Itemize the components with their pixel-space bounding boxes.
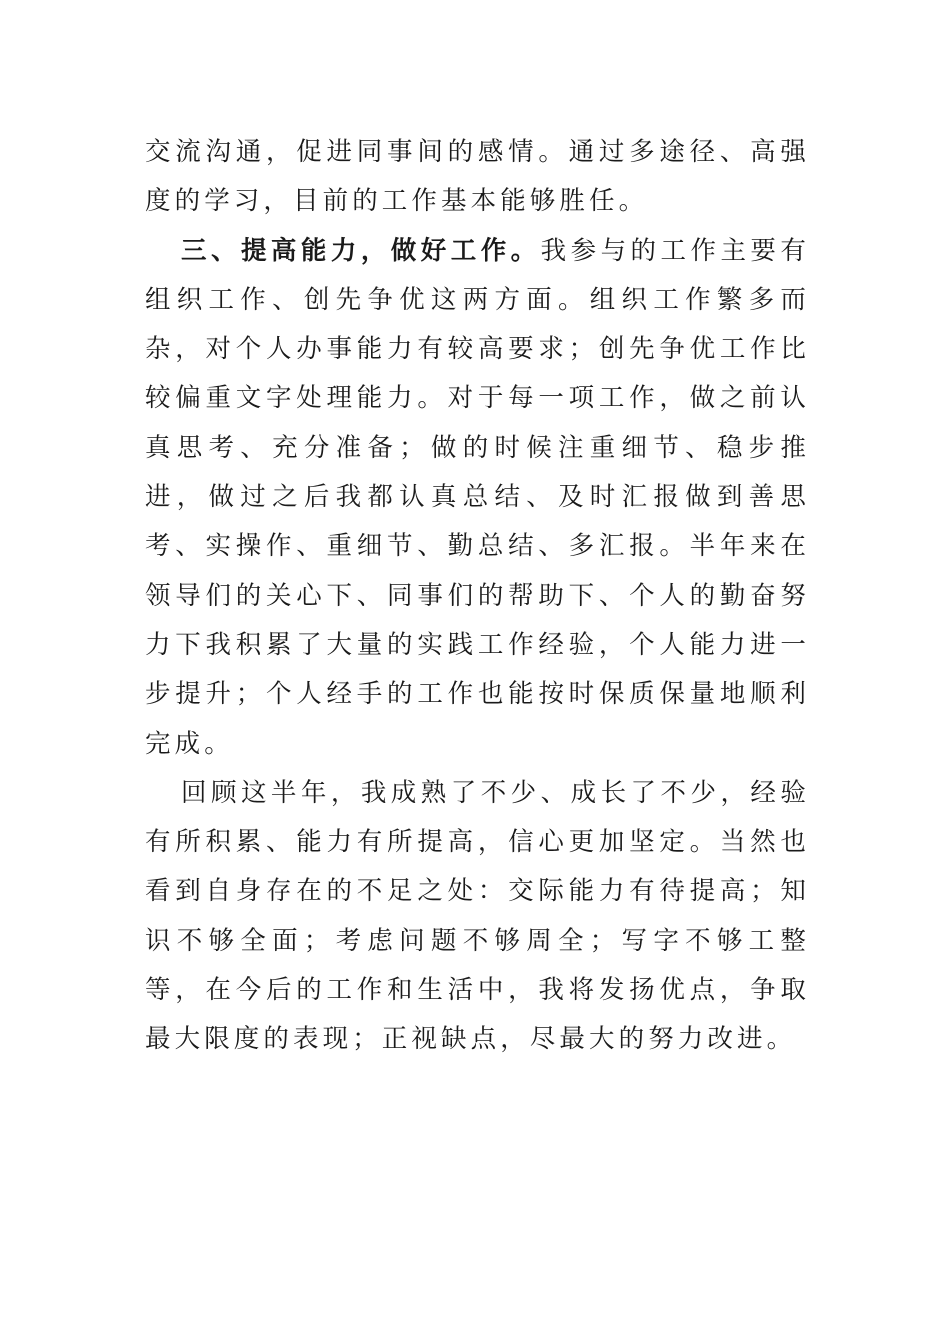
paragraph-text: 我参与的工作主要有组织工作、创先争优这两方面。组织工作繁多而杂，对个人办事能力有较高要求；创先争优工作比较偏重文字处理能力。对于每一项工作，做之前认真思考、充分准备；做的时候注重细节、稳步推进，做过之后我都认真总结、及时汇报做到善思考、实操作、重细节、勤总结、多汇报。半年来在领导们的关心下、同事们的帮助下、个人的勤奋努力下我积累了大量的实践工作经验，个人能力进一步提升；个人经手的工作也能按时保质保量地顺利完成。	[145, 235, 810, 759]
paragraph-review	[145, 769, 810, 1065]
paragraph-section-three	[145, 227, 810, 769]
paragraph-continuation	[145, 128, 810, 227]
document-body	[145, 128, 810, 1065]
section-heading: 三、提高能力，做好工作。	[181, 235, 541, 266]
paragraph-text: 交流沟通，促进同事间的感情。通过多途径、高强度的学习，目前的工作基本能够胜任。	[145, 137, 810, 217]
paragraph-text: 回顾这半年，我成熟了不少、成长了不少，经验有所积累、能力有所提高，信心更加坚定。当然也看到自身存在的不足之处：交际能力有待提高；知识不够全面；考虑问题不够周全；写字不够工整等，在今后的工作和生活中，我将发扬优点，争取最大限度的表现；正视缺点，尽最大的努力改进。	[145, 777, 810, 1055]
